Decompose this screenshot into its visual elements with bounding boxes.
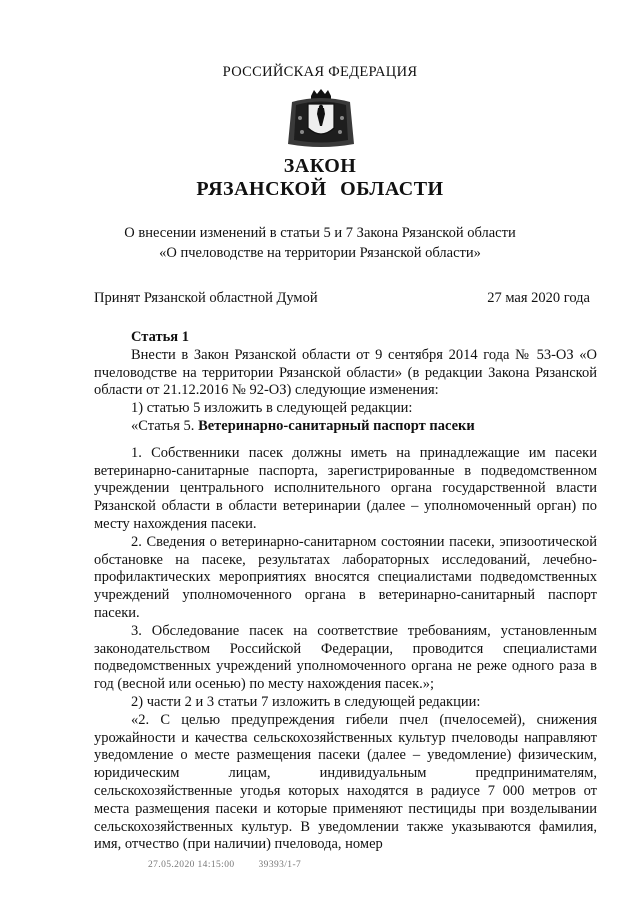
footer-timestamp: 27.05.2020 14:15:00 (148, 860, 235, 870)
amendment-item-2: 2) части 2 и 3 статьи 7 изложить в следующей редакции: (131, 693, 481, 710)
country-header: РОССИЙСКАЯ ФЕДЕРАЦИЯ (222, 64, 418, 80)
document-body (94, 329, 597, 854)
footer-doc-id: 39393/1-7 (258, 860, 302, 870)
document-footer (148, 860, 301, 870)
law-title (0, 155, 640, 201)
article5-title: Ветеринарно-санитарный паспорт пасеки (198, 417, 475, 434)
law-subtitle (0, 223, 640, 263)
article5-heading (94, 418, 597, 436)
paragraph-1: 1. Собственники пасек должны иметь на принадлежащие им пасеки ветеринарно-санитарные паспорта, зарегистрированные в подведомственном учреждении центрального исполнительного органа государственной власти Рязанской области в области ветеринарии (далее – уполномоченный орган) по месту нахождения пасеки. (94, 444, 597, 532)
law-title-line1: ЗАКОН (283, 155, 357, 177)
amendment-item-1: 1) статью 5 изложить в следующей редакции: (131, 400, 413, 417)
paragraph-4: «2. С целью предупреждения гибели пчел (пчелосемей), снижения урожайности и качества сельскохозяйственных культур пчеловоды направляют уведомление о месте размещения пасеки (далее – уведомление) физическим, юридическим лицам, индивидуальным предпринимателям, сельскохозяйственные угодья которых находятся в радиусе 7 000 метров от места размещения пасеки и которые применяют пестициды при возделывании сельскохозяйственных культур. В уведомлении также указываются фамилия, имя, отчество (при наличии) пчеловода, номер (94, 711, 597, 853)
adopted-by: Принят Рязанской областной Думой (94, 290, 318, 306)
subtitle-line2: «О пчеловодстве на территории Рязанской области» (159, 245, 481, 261)
paragraph-3: 3. Обследование пасек на соответствие требованиям, установленным законодательством Российской Федерации, проводится специалистами подведомственных учреждений уполномоченного органа не реже одного раза в год (весной или осенью) по месту нахождения пасек.»; (94, 622, 597, 693)
adoption-line (94, 290, 590, 307)
paragraph-2: 2. Сведения о ветеринарно-санитарном состоянии пасеки, эпизоотической обстановке на пасеке, результатах лабораторных исследований, лечебно-профилактических мероприятиях вносятся специалистами подведомственных учреждений уполномоченного органа в ветеринарно-санитарный паспорт пасеки. (94, 533, 597, 621)
article-intro: Внести в Закон Рязанской области от 9 сентября 2014 года № 53-ОЗ «О пчеловодстве на территории Рязанской области» (в редакции Закона Рязанской области от 21.12.2016 № 92-ОЗ) следующие изменения: (94, 346, 597, 399)
subtitle-line1: О внесении изменений в статьи 5 и 7 Закона Рязанской области (124, 225, 516, 241)
adoption-date: 27 мая 2020 года (487, 290, 590, 306)
article-heading: Статья 1 (131, 329, 189, 345)
ryazan-coat-of-arms-icon (284, 88, 358, 150)
law-title-line2: РЯЗАНСКОЙ ОБЛАСТИ (196, 178, 444, 200)
article5-prefix: «Статья 5. (131, 417, 195, 434)
